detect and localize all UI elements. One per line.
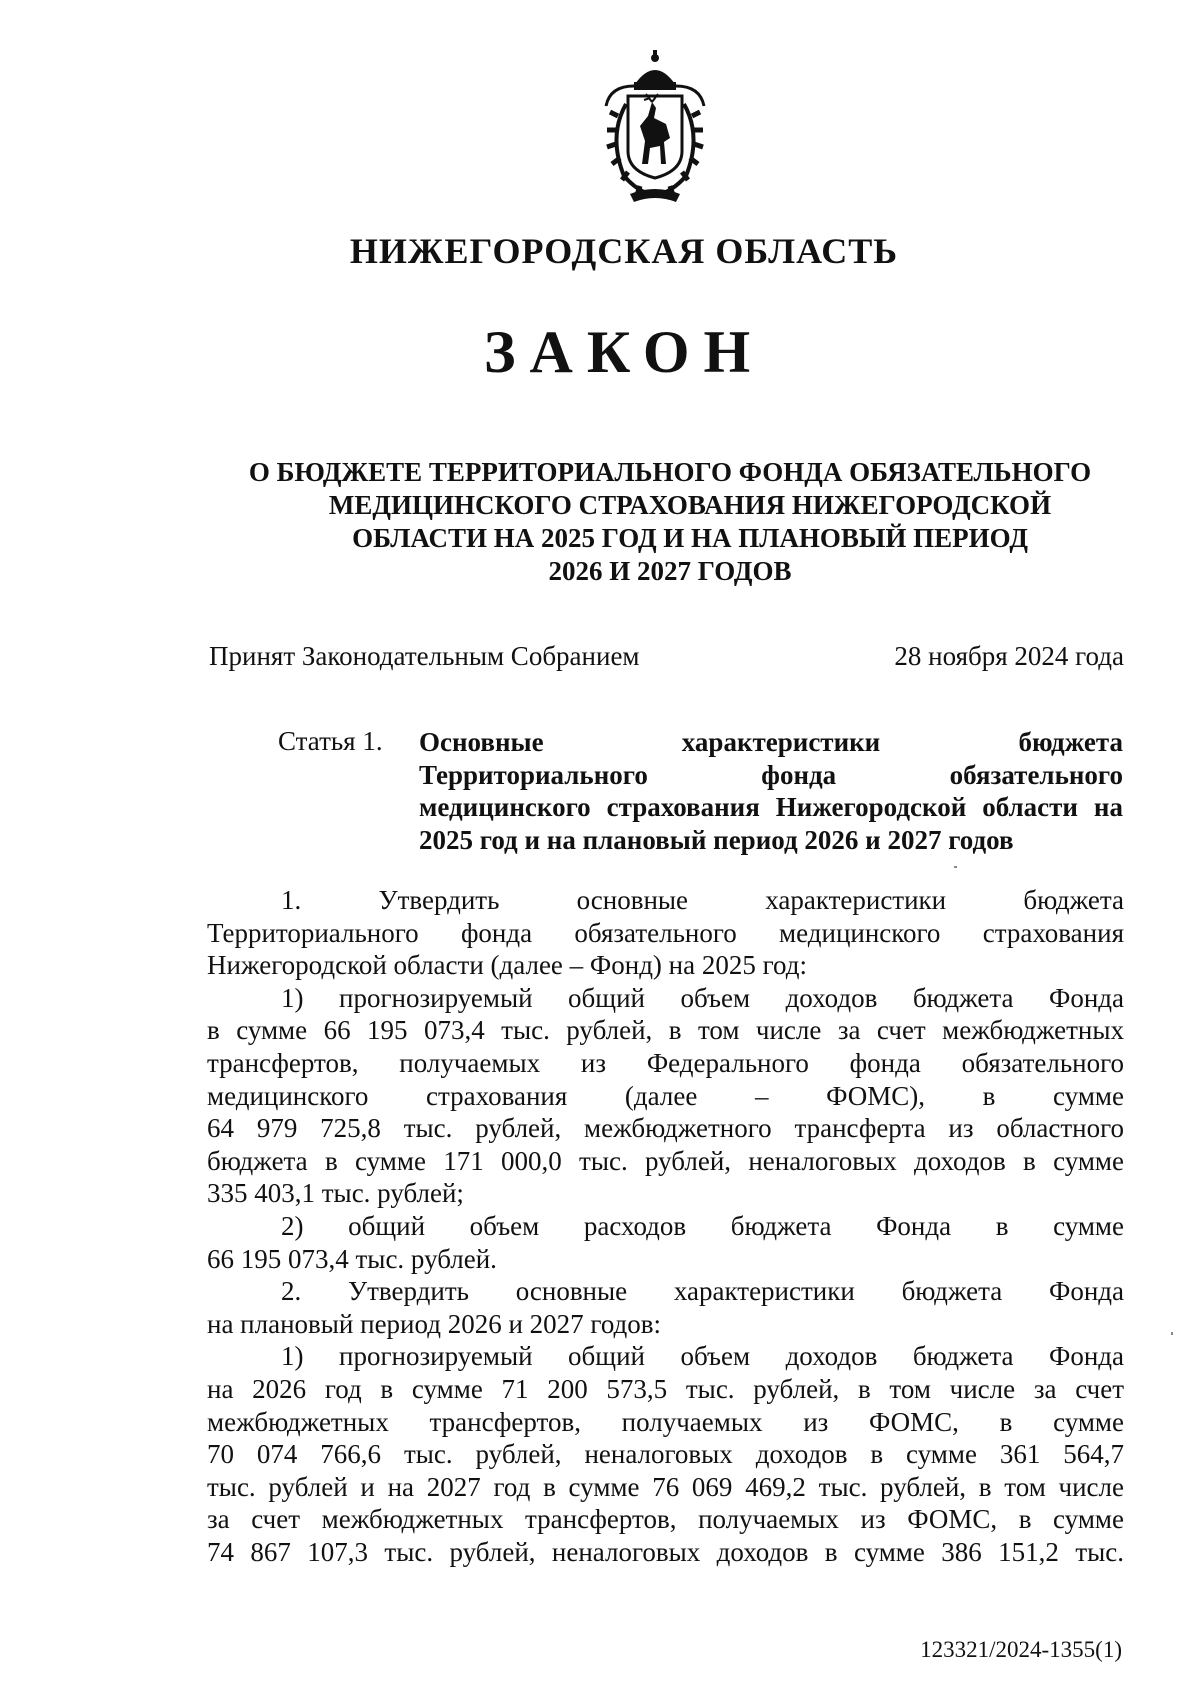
law-subject-line: О БЮДЖЕТЕ ТЕРРИТОРИАЛЬНОГО ФОНДА ОБЯЗАТЕЛЬНОГО [248, 457, 1092, 487]
article-title-line: Территориального фонда обязательного [419, 759, 1123, 790]
paragraph-line: 2) общий объем расходов бюджета Фонда в сумме [281, 1210, 1124, 1241]
paragraph-line: в сумме 66 195 073,4 тыс. рублей, в том числе за счет межбюджетных [207, 1015, 1124, 1046]
article-label: Статья 1. [278, 726, 383, 756]
paragraph-line: Территориального фонда обязательного медицинского страхования [207, 917, 1124, 948]
paragraph-line: 1. Утвердить основные характеристики бюджета [281, 885, 1124, 915]
adopted-by: Принят Законодательным Собранием [209, 641, 640, 671]
article-title-line: медицинского страхования Нижегородской области на [419, 792, 1123, 823]
law-subject-line: МЕДИЦИНСКОГО СТРАХОВАНИЯ НИЖЕГОРОДСКОЙ [328, 490, 1052, 520]
region-title: НИЖЕГОРОДСКАЯ ОБЛАСТЬ [349, 231, 899, 271]
paragraph-line: медицинского страхования (далее – ФОМС), в сумме [207, 1080, 1124, 1111]
document-number: 123321/2024-1355(1) [920, 1637, 1122, 1662]
article-title-line: Основные характеристики бюджета [419, 727, 1123, 757]
paragraph-line: 2. Утвердить основные характеристики бюджета Фонда [281, 1276, 1124, 1307]
paragraph-line: 1) прогнозируемый общий объем доходов бюджета Фонда [281, 982, 1124, 1013]
paragraph-line: бюджета в сумме 171 000,0 тыс. рублей, неналоговых доходов в сумме [207, 1145, 1124, 1176]
paragraph-line: на 2026 год в сумме 71 200 573,5 тыс. рублей, в том числе за счет [207, 1373, 1124, 1404]
paragraph-line: Нижегородской области (далее – Фонд) на 2025 год: [207, 950, 807, 981]
paragraph-line: 74 867 107,3 тыс. рублей, неналоговых доходов в сумме 386 151,2 тыс. [207, 1536, 1124, 1567]
paragraph-line: 1) прогнозируемый общий объем доходов бюджета Фонда [281, 1341, 1124, 1372]
law-subject [215, 456, 1125, 588]
law-title: ЗАКОН [483, 319, 765, 385]
paragraph-line: межбюджетных трансфертов, получаемых из ФОМС, в сумме [207, 1406, 1124, 1437]
paragraph-line: 64 979 725,8 тыс. рублей, межбюджетного трансферта из областного [207, 1113, 1124, 1144]
paragraph-line: 335 403,1 тыс. рублей; [207, 1178, 464, 1209]
paragraph-line: тыс. рублей и на 2027 год в сумме 76 069 469,2 тыс. рублей, в том числе [207, 1471, 1124, 1502]
paragraph-line: трансфертов, получаемых из Федерального фонда обязательного [207, 1047, 1124, 1078]
article-body [207, 884, 1124, 1568]
law-subject-line: ОБЛАСТИ НА 2025 ГОД И НА ПЛАНОВЫЙ ПЕРИОД [352, 523, 1028, 553]
paragraph-line: за счет межбюджетных трансфертов, получаемых из ФОМС, в сумме [207, 1504, 1124, 1535]
article-title [419, 726, 1123, 856]
paragraph-line: 70 074 766,6 тыс. рублей, неналоговых доходов в сумме 361 564,7 [207, 1439, 1124, 1470]
article-title-line: 2025 год и на плановый период 2026 и 2027 годов [419, 824, 1014, 855]
scan-artifact [1171, 1332, 1173, 1335]
adoption-date: 28 ноября 2024 года [894, 641, 1124, 671]
law-subject-line: 2026 И 2027 ГОДОВ [548, 556, 792, 586]
coat-of-arms-icon [590, 46, 720, 206]
paragraph-line: на плановый период 2026 и 2027 годов: [207, 1308, 662, 1339]
scan-artifact [954, 866, 957, 868]
paragraph-line: 66 195 073,4 тыс. рублей. [207, 1243, 497, 1274]
